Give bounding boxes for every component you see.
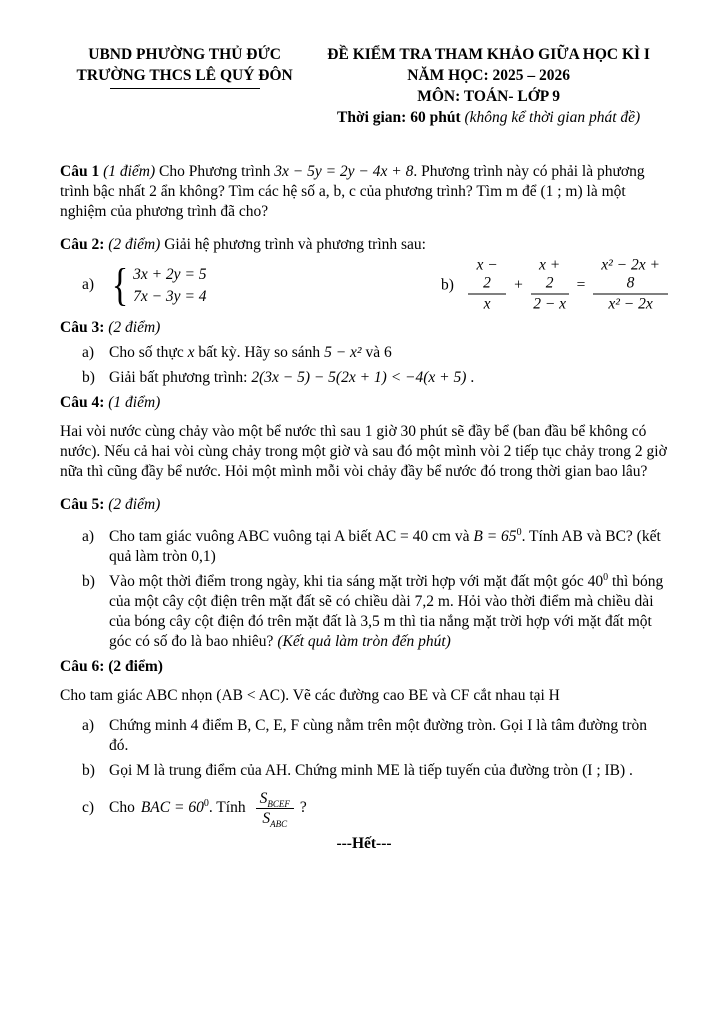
q6c-angle: BAC = 60 bbox=[140, 799, 204, 816]
question-5a-label: a) bbox=[82, 528, 95, 545]
q5a-angle: B = 65 bbox=[473, 528, 517, 545]
fraction-1-denominator: x bbox=[483, 295, 491, 313]
question-6b-text: Gọi M là trung điểm của AH. Chứng minh ME là tiếp tuyến của đường tròn (I ; IB) . bbox=[109, 762, 633, 779]
question-2b bbox=[441, 257, 668, 314]
question-6-intro: Cho tam giác ABC nhọn (AB < AC). Vẽ các đường cao BE và CF cắt nhau tại H bbox=[60, 687, 560, 704]
question-2-heading bbox=[60, 235, 668, 255]
q5b-note: (Kết quả làm tròn đến phút) bbox=[277, 633, 451, 650]
q5b-exponent: 0 bbox=[603, 571, 609, 583]
q6c-text-pre: Cho bbox=[109, 799, 135, 816]
exam-year: NĂM HỌC: 2025 – 2026 bbox=[407, 67, 570, 84]
q3a-variable: x bbox=[187, 344, 195, 361]
question-6c-label: c) bbox=[82, 799, 95, 816]
fraction-equation bbox=[468, 257, 668, 314]
question-4-heading bbox=[60, 393, 668, 413]
question-3-points: (2 điểm) bbox=[108, 319, 161, 336]
plus-sign: + bbox=[513, 276, 524, 293]
q3a-text-mid: bất kỳ. Hãy so sánh bbox=[198, 344, 321, 361]
question-5-label: Câu 5: bbox=[60, 496, 105, 513]
question-3-item-b bbox=[82, 368, 668, 388]
q5b-text-1: Vào một thời điểm trong ngày, khi tia sáng mặt trời hợp với mặt đất một góc 40 bbox=[109, 573, 604, 590]
question-3-label: Câu 3: bbox=[60, 319, 105, 336]
q6c-question-mark: ? bbox=[299, 799, 307, 816]
question-1 bbox=[60, 162, 668, 222]
question-3a-label: a) bbox=[82, 344, 95, 361]
question-3-heading bbox=[60, 318, 668, 338]
q5a-exponent: 0 bbox=[516, 526, 522, 538]
q6c-num-subscript: BCEF bbox=[267, 798, 290, 809]
q3a-text-post: và 6 bbox=[365, 344, 392, 361]
question-6b-label: b) bbox=[82, 762, 95, 779]
question-6a-text: Chứng minh 4 điểm B, C, E, F cùng nằm trên một đường tròn. Gọi I là tâm đường tròn đó. bbox=[109, 717, 647, 754]
q5b-text-2: thì bóng của một cây cột điện trên mặt đất sẽ có chiều dài 7,2 m. Hỏi vào thời điểm mà chiều dài của bóng cây cột điện đó trên mặt đất là 3,5 m thì tia nắng mặt trời hợp với mặt đất một góc có số đo là bao nhiêu? bbox=[109, 573, 664, 650]
end-marker: ---Hết--- bbox=[336, 835, 392, 852]
question-3b-text bbox=[109, 368, 668, 388]
question-6a-label: a) bbox=[82, 717, 95, 734]
q5a-text-pre: Cho tam giác vuông ABC vuông tại A biết AC = 40 cm và bbox=[109, 528, 470, 545]
q3b-expression: 2(3x − 5) − 5(2x + 1) < −4(x + 5) bbox=[251, 369, 467, 386]
fraction-3 bbox=[593, 257, 668, 314]
fraction-3-denominator: x² − 2x bbox=[608, 295, 653, 313]
org-name: UBND PHƯỜNG THỦ ĐỨC bbox=[88, 46, 281, 63]
question-4-points: (1 điểm) bbox=[108, 394, 161, 411]
exam-title-block bbox=[309, 44, 668, 128]
question-1-text-pre: Cho Phương trình bbox=[159, 163, 271, 180]
q6c-den-subscript: ABC bbox=[270, 818, 288, 829]
exam-header bbox=[60, 44, 668, 128]
school-underline bbox=[110, 88, 260, 89]
question-3a-text bbox=[109, 343, 668, 363]
q6c-exponent: 0 bbox=[203, 797, 209, 809]
question-6-heading: Câu 6: (2 điểm) bbox=[60, 658, 163, 675]
exam-title: ĐỀ KIỂM TRA THAM KHẢO GIỮA HỌC KÌ I bbox=[327, 46, 650, 63]
question-4-label: Câu 4: bbox=[60, 394, 105, 411]
question-5-item-a bbox=[82, 527, 668, 567]
fraction-2-denominator: 2 − x bbox=[533, 295, 567, 313]
question-5a-text bbox=[109, 527, 668, 567]
question-2a bbox=[82, 259, 207, 310]
question-1-label: Câu 1 bbox=[60, 163, 100, 180]
question-5-heading bbox=[60, 495, 668, 515]
q3a-text-pre: Cho số thực bbox=[109, 344, 184, 361]
fraction-2-numerator: x + 2 bbox=[531, 257, 569, 295]
question-6c-text bbox=[109, 790, 307, 827]
system-of-equations bbox=[133, 264, 206, 307]
school-name: TRƯỜNG THCS LÊ QUÝ ĐÔN bbox=[76, 67, 293, 84]
q3b-text-post: . bbox=[470, 369, 475, 386]
school-block bbox=[60, 44, 309, 128]
exam-duration: Thời gian: 60 phút bbox=[337, 109, 461, 126]
question-5b-text bbox=[109, 572, 668, 652]
q6c-text-mid: . Tính bbox=[208, 799, 246, 816]
q3a-expression: 5 − x² bbox=[324, 344, 362, 361]
question-1-equation: 3x − 5y = 2y − 4x + 8 bbox=[274, 163, 414, 180]
exam-duration-line bbox=[309, 107, 668, 128]
fraction-1 bbox=[468, 257, 506, 314]
exam-subject: MÔN: TOÁN- LỚP 9 bbox=[417, 88, 561, 105]
system-equation-1: 3x + 2y = 5 bbox=[133, 265, 207, 283]
question-2-equations bbox=[82, 256, 668, 313]
area-ratio-fraction bbox=[256, 790, 294, 827]
question-1-points: (1 điểm) bbox=[103, 163, 156, 180]
system-equation-2: 7x − 3y = 4 bbox=[133, 287, 207, 305]
area-ratio-denominator bbox=[256, 809, 294, 827]
question-2-intro: Giải hệ phương trình và phương trình sau: bbox=[164, 236, 426, 253]
fraction-1-numerator: x − 2 bbox=[468, 257, 506, 295]
question-6-item-b bbox=[82, 761, 668, 781]
fraction-3-numerator: x² − 2x + 8 bbox=[593, 257, 668, 295]
area-ratio-numerator bbox=[256, 790, 294, 809]
question-4-text: Hai vòi nước cùng chảy vào một bể nước thì sau 1 giờ 30 phút sẽ đầy bể (ban đầu bể không có nước). Nếu cả hai vòi cùng chảy trong một giờ và sau đó một mình vòi 2 tiếp tục chảy trong 2 giờ nữa thì cũng đầy bể nước. Hỏi một mình mỗi vòi chảy đầy bể nước đó trong thời gian bao lâu? bbox=[60, 423, 667, 480]
question-5-points: (2 điểm) bbox=[108, 496, 161, 513]
q6c-angle-wrap bbox=[141, 798, 246, 818]
fraction-2 bbox=[531, 257, 569, 314]
question-5-item-b bbox=[82, 572, 668, 652]
question-2-points: (2 điểm) bbox=[108, 236, 161, 253]
q5a-text-post: . Tính AB và BC? (kết quả làm tròn 0,1) bbox=[109, 528, 661, 565]
system-brace: { bbox=[111, 259, 129, 310]
question-3-item-a bbox=[82, 343, 668, 363]
equals-sign: = bbox=[575, 276, 587, 293]
question-5b-label: b) bbox=[82, 573, 95, 590]
question-6-item-c bbox=[82, 786, 668, 830]
q3b-text-pre: Giải bất phương trình: bbox=[109, 369, 248, 386]
exam-duration-note: (không kể thời gian phát đề) bbox=[464, 109, 641, 126]
q6c-den-symbol: S bbox=[262, 809, 271, 827]
question-2a-label: a) bbox=[82, 276, 95, 293]
question-6-item-a bbox=[82, 716, 668, 756]
question-1-text-post: . Phương trình này có phải là phương trình bậc nhất 2 ẩn không? Tìm các hệ số a, b, c của phương trình? Tìm m để (1 ; m) là một nghiệm của phương trình đã cho? bbox=[60, 163, 645, 220]
q6c-num-symbol: S bbox=[259, 789, 268, 807]
question-2-label: Câu 2: bbox=[60, 236, 105, 253]
question-2b-label: b) bbox=[441, 276, 454, 293]
question-3b-label: b) bbox=[82, 369, 95, 386]
